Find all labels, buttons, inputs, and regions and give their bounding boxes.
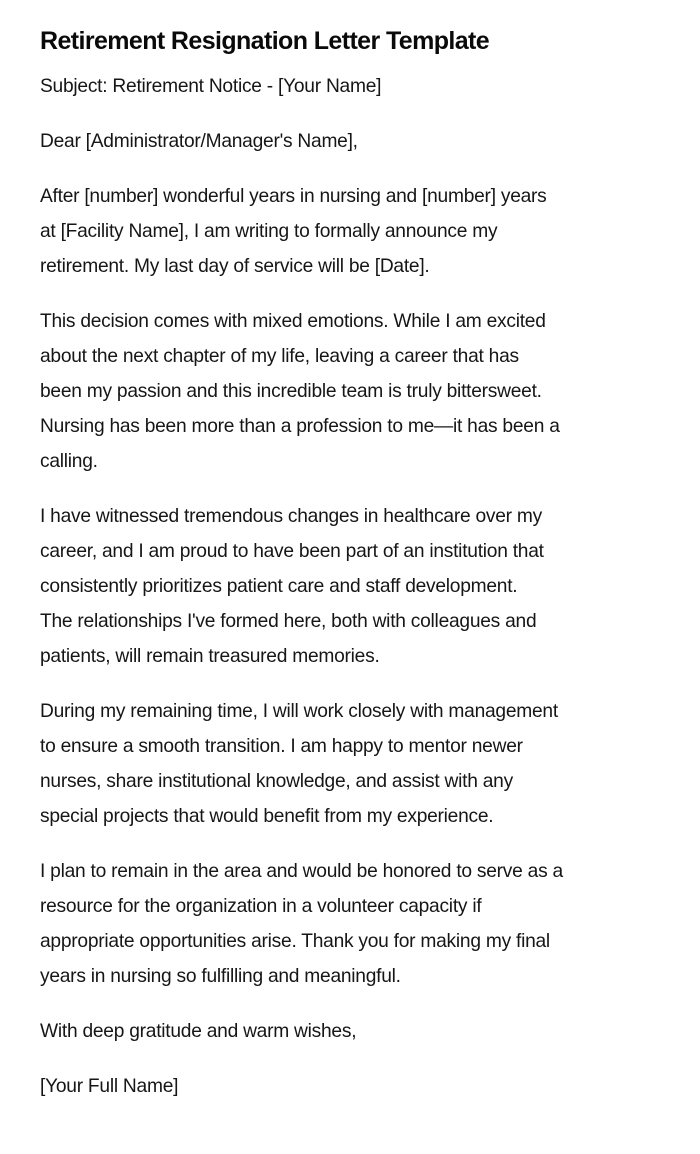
text-line: appropriate opportunities arise. Thank you for making my final	[40, 931, 550, 952]
text-line: patients, will remain treasured memories.	[40, 646, 380, 667]
text-line: The relationships I've formed here, both with colleagues and	[40, 611, 537, 632]
text-line: resource for the organization in a volunteer capacity if	[40, 896, 482, 917]
signature: [Your Full Name]	[40, 1076, 179, 1097]
salutation: Dear [Administrator/Manager's Name],	[40, 131, 358, 152]
paragraph-transition	[40, 694, 660, 834]
paragraph-volunteer	[40, 854, 660, 994]
text-line: about the next chapter of my life, leaving a career that has	[40, 346, 519, 367]
closing: With deep gratitude and warm wishes,	[40, 1021, 357, 1042]
paragraph-emotions	[40, 304, 660, 479]
text-line: been my passion and this incredible team is truly bittersweet.	[40, 381, 542, 402]
document-title: Retirement Resignation Letter Template	[40, 27, 490, 55]
text-line: special projects that would benefit from my experience.	[40, 806, 494, 827]
paragraph-reflection	[40, 499, 660, 674]
text-line: calling.	[40, 451, 98, 472]
text-line: years in nursing so fulfilling and meaningful.	[40, 966, 401, 987]
text-line: consistently prioritizes patient care and staff development.	[40, 576, 518, 597]
text-line: Nursing has been more than a profession to me—it has been a	[40, 416, 560, 437]
text-line: After [number] wonderful years in nursing and [number] years	[40, 186, 547, 207]
text-line: nurses, share institutional knowledge, and assist with any	[40, 771, 513, 792]
text-line: During my remaining time, I will work closely with management	[40, 701, 558, 722]
paragraph-announcement	[40, 179, 660, 284]
text-line: This decision comes with mixed emotions. While I am excited	[40, 311, 546, 332]
text-line: career, and I am proud to have been part of an institution that	[40, 541, 544, 562]
text-line: I plan to remain in the area and would be honored to serve as a	[40, 861, 563, 882]
subject-line: Subject: Retirement Notice - [Your Name]	[40, 76, 382, 97]
text-line: I have witnessed tremendous changes in healthcare over my	[40, 506, 542, 527]
text-line: to ensure a smooth transition. I am happy to mentor newer	[40, 736, 523, 757]
text-line: at [Facility Name], I am writing to formally announce my	[40, 221, 498, 242]
text-line: retirement. My last day of service will be [Date].	[40, 256, 430, 277]
